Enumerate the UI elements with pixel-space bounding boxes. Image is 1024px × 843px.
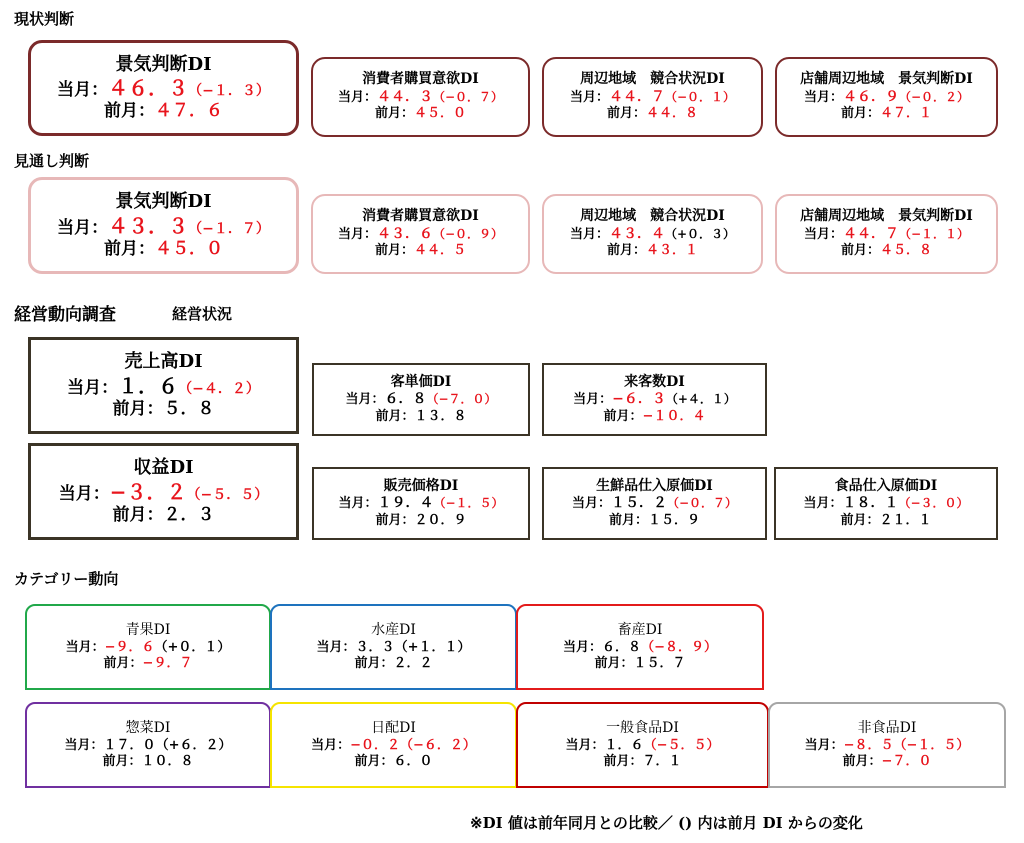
current-main-di-card [28,40,299,136]
prev-value: １０．８ [141,753,194,769]
section-outlook-judgment: 見通し判断 [14,152,90,170]
outlook-store-area-di-card [775,194,998,274]
prev-label: 前月： [374,106,414,122]
card-title: 周辺地域 競合状況DI [580,71,725,88]
non-food-di-card [768,702,1006,788]
change-value: （−１．１） [898,226,970,241]
prev-label: 前月： [112,504,164,525]
current-label: 当月： [311,737,351,753]
prev-label: 前月： [594,655,634,671]
change-value: （−１．５） [893,737,970,753]
fresh-cost-di-card [542,467,767,540]
card-title: 売上高DI [124,351,203,372]
current-label: 当月： [337,89,377,105]
outlook-competition-di-card [542,194,763,274]
current-value: ４３．４ [608,225,665,242]
change-value: （−３．０） [898,496,969,511]
produce-di-card [25,604,271,690]
current-label: 当月： [57,217,109,238]
prev-value: ２１．１ [879,512,932,528]
section-current-judgment: 現状判断 [14,10,75,28]
prev-label: 前月： [112,398,164,419]
prev-label: 前月： [374,243,414,259]
prev-value: １５．９ [648,512,701,528]
prev-label: 前月： [606,243,646,259]
card-title: 一般食品DI [606,720,679,736]
current-label: 当月： [571,496,611,512]
prev-value: １３．８ [414,408,467,424]
current-value: ３．３ [355,639,395,655]
change-value: （−０．１） [664,89,736,104]
current-label: 当月： [565,737,605,753]
change-value: （−４．２） [178,380,260,397]
current-label: 当月： [569,226,609,242]
change-value: （−６．２） [400,737,476,753]
current-value: ４６．３ [108,76,189,100]
section-category-trend: カテゴリー動向 [14,570,119,588]
prev-label: 前月： [603,408,643,424]
current-label: 当月： [57,80,109,100]
footnote: ※DI 値は前年同月との比較／ () 内は前月 DI からの変化 [470,814,863,832]
current-value: １．６ [604,737,644,753]
current-label: 当月： [563,639,603,655]
current-value: １９．４ [377,495,434,512]
current-value: １．６ [118,373,179,398]
current-value: １７．０ [103,737,156,753]
food-cost-di-card [774,467,998,540]
current-value: ６．８ [602,639,642,655]
current-competition-di-card [542,57,763,137]
selling-price-di-card [312,467,530,540]
prev-label: 前月： [354,753,394,769]
change-value: （−１．５） [433,496,504,511]
change-value: （−０．９） [432,226,504,241]
prev-label: 前月： [375,408,415,424]
change-value: （−１．７） [188,220,270,237]
current-label: 当月： [65,639,105,655]
prev-value: ５．８ [163,398,215,419]
card-title: 食品仕入原価DI [834,477,938,494]
current-value: ４４．３ [376,88,433,105]
unit-price-di-card [312,363,530,436]
current-label: 当月： [58,483,110,504]
current-value: −９．６ [104,639,155,655]
customer-count-di-card [542,363,767,436]
current-value: −３．２ [109,479,187,504]
change-value: （−５．５） [186,486,269,503]
prev-label: 前月： [104,101,155,122]
current-consumer-di-card [311,57,530,137]
current-value: ６．８ [384,391,427,408]
current-value: ４４．７ [608,88,665,105]
prev-label: 前月： [840,512,880,528]
card-title: 販売価格DI [383,477,459,494]
change-value: （+０．１） [154,639,231,655]
change-value: （−０．２） [898,89,970,104]
prev-value: １５．７ [633,655,686,671]
change-value: （−１．３） [188,83,270,99]
prev-value: ２．３ [163,504,215,525]
section-management-status: 経営状況 [172,305,233,323]
current-value: ４３．３ [108,213,189,238]
current-label: 当月： [345,392,385,408]
current-value: １５．２ [610,495,667,512]
prev-label: 前月： [840,243,880,259]
card-title: 客単価DI [390,373,452,390]
card-title: 来客数DI [624,373,685,390]
card-title: 非食品DI [857,720,917,736]
card-title: 日配DI [371,720,416,736]
current-value: −８．５ [843,737,894,753]
prev-value: ４５．８ [880,243,933,259]
change-value: （+４．１） [665,392,736,407]
change-value: （−０．７） [432,89,504,104]
change-value: （−７．０） [426,392,497,407]
current-store-area-di-card [775,57,998,137]
prev-label: 前月： [354,655,394,671]
change-value: （+６．２） [155,737,232,753]
prev-value: ４７．１ [880,106,933,122]
prev-value: −７．０ [881,753,932,769]
card-title: 景気判断DI [115,53,212,75]
general-food-di-card [516,702,769,788]
card-title: 収益DI [133,457,194,478]
prev-value: −９．７ [142,655,193,671]
prev-value: ４５．０ [155,238,223,259]
prev-value: ６．０ [393,753,433,769]
prev-value: ４４．８ [646,106,699,122]
prev-value: ４３．１ [646,243,699,259]
prev-value: ２０．９ [414,512,467,528]
change-value: （+１．１） [394,639,471,655]
change-value: （−０．７） [666,496,738,511]
card-title: 店舗周辺地域 景気判断DI [800,208,973,225]
prev-value: ７．１ [642,753,682,769]
current-label: 当月： [803,496,843,512]
card-title: 畜産DI [617,622,663,638]
current-value: ４４．７ [842,225,899,242]
current-label: 当月： [803,226,843,242]
prev-label: 前月： [375,512,415,528]
current-label: 当月： [337,226,377,242]
current-label: 当月： [67,377,119,398]
outlook-consumer-di-card [311,194,530,274]
prev-label: 前月： [603,753,643,769]
prev-value: ４４．５ [414,243,467,259]
profit-di-card [28,443,299,540]
section-management-survey: 経営動向調査 [14,305,116,325]
card-title: 店舗周辺地域 景気判断DI [800,71,973,88]
outlook-main-di-card [28,177,299,274]
prev-label: 前月： [608,512,648,528]
current-value: −６．３ [612,391,666,408]
change-value: （+０．３） [664,226,736,241]
current-label: 当月： [573,392,613,408]
prev-label: 前月： [102,753,142,769]
prev-label: 前月： [104,238,155,259]
seafood-di-card [270,604,517,690]
card-title: 青果DI [125,622,171,638]
prev-label: 前月： [840,106,880,122]
current-label: 当月： [316,639,356,655]
current-value: −０．２ [350,737,400,753]
prev-label: 前月： [606,106,646,122]
card-title: 惣菜DI [125,720,171,736]
current-label: 当月： [803,89,843,105]
meat-di-card [516,604,764,690]
prev-value: ４７．６ [155,101,223,122]
prev-label: 前月： [103,655,143,671]
current-value: ４３．６ [376,225,433,242]
current-value: １８．１ [842,495,899,512]
prev-value: −１０．４ [642,408,706,424]
card-title: 生鮮品仕入原価DI [596,477,713,494]
change-value: （−８．９） [641,639,717,655]
card-title: 消費者購買意欲DI [362,71,479,88]
daily-di-card [270,702,517,788]
current-value: ４６．９ [842,88,899,105]
prev-label: 前月： [842,753,882,769]
current-label: 当月： [338,496,378,512]
current-label: 当月： [64,737,104,753]
card-title: 周辺地域 競合状況DI [580,208,725,225]
current-label: 当月： [569,89,609,105]
change-value: （−５．５） [643,737,720,753]
card-title: 水産DI [371,622,416,638]
prev-value: ２．２ [393,655,433,671]
prev-value: ４５．０ [414,106,467,122]
current-label: 当月： [804,737,844,753]
card-title: 消費者購買意欲DI [362,208,479,225]
deli-di-card [25,702,271,788]
card-title: 景気判断DI [115,191,212,212]
sales-di-card [28,337,299,434]
